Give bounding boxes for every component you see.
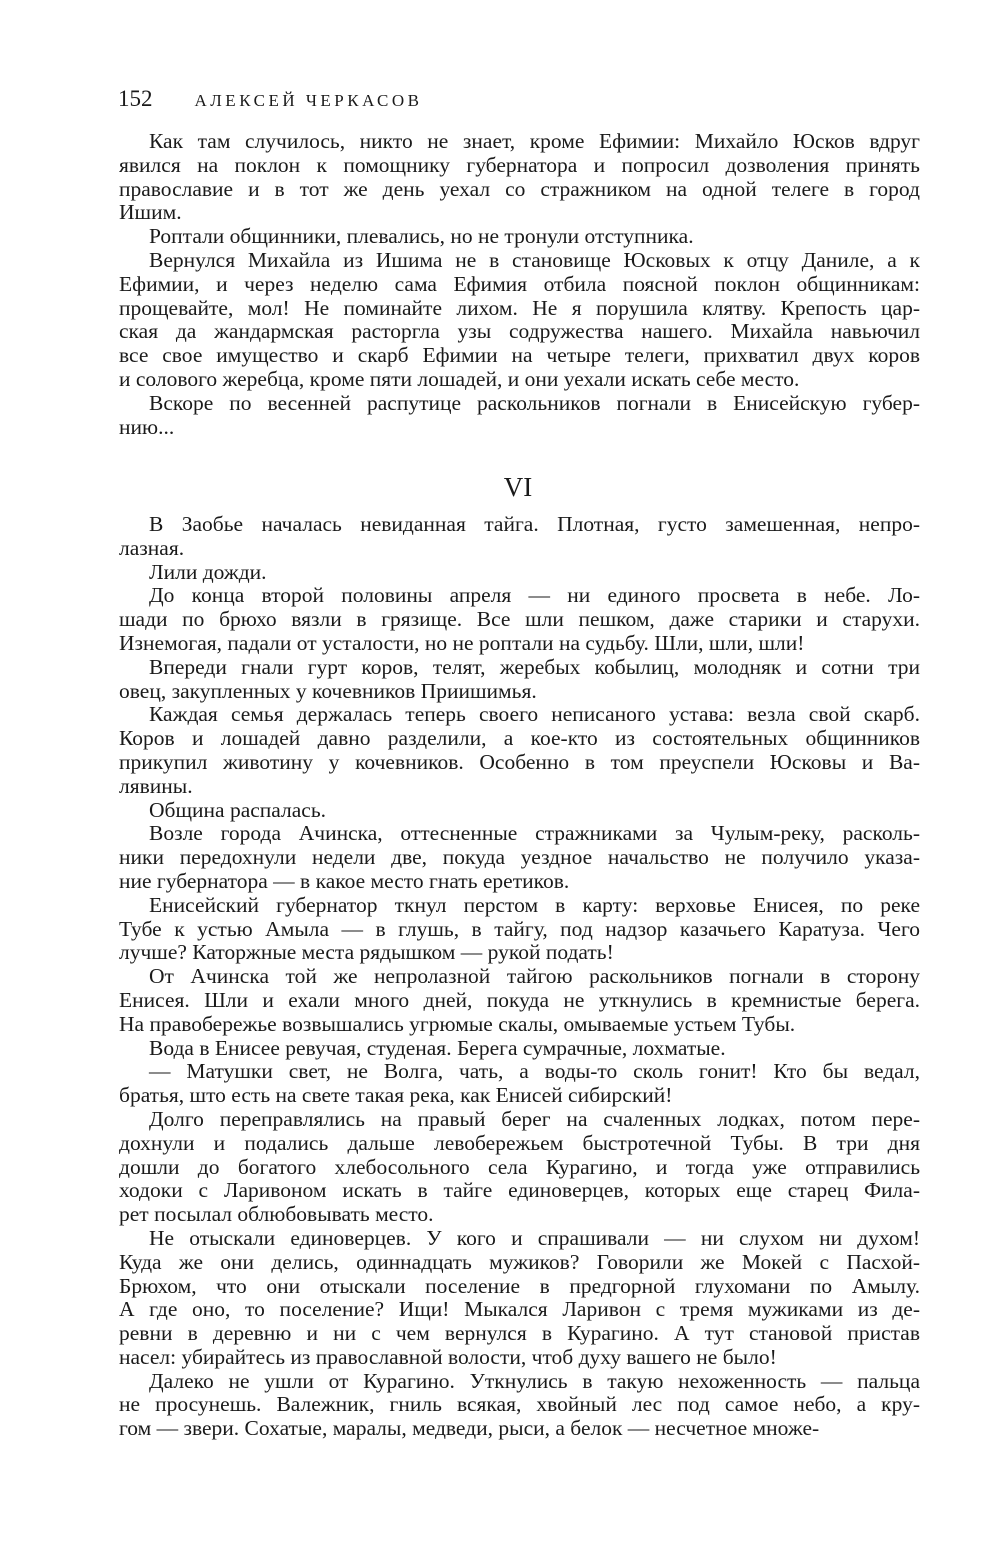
text-line: шади по брюхо вязли в грязище. Все шли пешком, даже старики и старухи.	[119, 607, 920, 632]
text-line: — Матушки свет, не Волга, чать, а воды-то сколь гонит! Кто бы ведал,	[149, 1059, 920, 1084]
text-line: Коров и лошадей давно разделили, а кое-кто из состоятельных общинников	[119, 726, 920, 751]
text-section-2	[119, 513, 920, 1441]
text-line: Каждая семья держалась теперь своего неписаного устава: везла свой скарб.	[149, 702, 920, 727]
paragraph	[119, 1060, 920, 1108]
text-line: Енисейский губернатор ткнул перстом в карту: верховье Енисея, по реке	[149, 892, 920, 917]
text-line: явился на поклон к помощнику губернатора и попросил дозволения принять	[119, 152, 920, 177]
text-line: Ишим.	[119, 200, 182, 225]
text-line: Роптали общинники, плевались, но не тронули отступника.	[149, 224, 694, 249]
paragraph	[119, 1370, 920, 1441]
text-line: До конца второй половины апреля — ни единого просвета в небе. Ло-	[149, 583, 920, 608]
text-line: лявины.	[119, 773, 193, 798]
running-header	[118, 86, 422, 114]
text-line: ходоки с Ларивоном искать в тайге единоверцев, которых еще старец Фила-	[119, 1178, 920, 1203]
text-line: ская да жандармская расторгла узы содружества нашего. Михайла навьючил	[119, 319, 920, 344]
text-line: православие и в тот же день уехал со стражником на одной телеге в город	[119, 176, 920, 201]
text-line: братья, што есть на свете такая река, как Енисей сибирский!	[119, 1083, 673, 1108]
paragraph	[119, 249, 920, 392]
page-number: 152	[118, 86, 153, 111]
text-line: рет посылал облюбовывать место.	[119, 1202, 434, 1227]
text-line: На правобережье возвышались угрюмые скалы, омываемые устьем Тубы.	[119, 1011, 796, 1036]
text-line: прощевайте, мол! Не поминайте лихом. Не я порушила клятву. Крепость цар-	[119, 295, 920, 320]
text-line: дохнули и подались дальше левобережьем быстротечной Тубы. В три дня	[119, 1130, 920, 1155]
text-line: лучше? Каторжные места рядышком — рукой подать!	[119, 940, 614, 965]
text-line: ревни в деревню и ни с чем вернулся в Курагино. А тут становой пристав	[119, 1321, 920, 1346]
text-line: Как там случилось, никто не знает, кроме Ефимии: Михайло Юсков вдруг	[149, 129, 920, 153]
text-line: нию...	[119, 414, 175, 439]
text-line: прикупил животину у кочевников. Особенно в том преуспели Юсковы и Ва-	[119, 749, 920, 774]
text-line: Изнемогая, падали от усталости, но не роптали на судьбу. Шли, шли, шли!	[119, 630, 805, 655]
text-line: насел: убирайтесь из православной волости, чтоб духу вашего не было!	[119, 1344, 777, 1369]
paragraph	[119, 1227, 920, 1370]
text-line: Вскоре по весенней распутице раскольников погнали в Енисейскую губер-	[149, 390, 920, 415]
text-line: Община распалась.	[149, 797, 327, 822]
paragraph	[119, 894, 920, 965]
text-line: От Ачинска той же непролазной тайгою раскольников погнали в сторону	[149, 964, 920, 989]
text-line: Енисея. Шли и ехали много дней, покуда не уткнулись в кремнистые берега.	[119, 987, 920, 1012]
text-line: Ефимии, и через неделю сама Ефимия отбила поясной поклон общинникам:	[119, 271, 920, 296]
text-line: Тубе к устью Амыла — в глушь, в тайгу, под надзор казачьего Каратуза. Чего	[119, 916, 920, 941]
text-line: ние губернатора — в какое место гнать еретиков.	[119, 868, 570, 893]
paragraph	[119, 513, 920, 561]
text-line: Вернулся Михайла из Ишима не в становище Юсковых к отцу Даниле, а к	[149, 247, 920, 272]
text-line: Впереди гнали гурт коров, телят, жеребых кобылиц, молодняк и сотни три	[149, 654, 920, 679]
paragraph	[119, 1037, 920, 1061]
paragraph	[119, 822, 920, 893]
text-line: Лили дожди.	[149, 559, 267, 584]
chapter-heading: VI	[503, 472, 533, 502]
text-line: В Заобье началась невиданная тайга. Плотная, густо замешенная, непро-	[149, 512, 920, 536]
text-line: Далеко не ушли от Курагино. Уткнулись в такую нехоженность — пальца	[149, 1368, 920, 1393]
paragraph	[119, 656, 920, 704]
text-line: дошли до богатого хлебосольного села Курагино, и тогда уже отправились	[119, 1154, 920, 1179]
paragraph	[119, 561, 920, 585]
paragraph	[119, 1108, 920, 1227]
text-section-1	[119, 130, 920, 439]
running-head-author: АЛЕКСЕЙ ЧЕРКАСОВ	[194, 91, 423, 110]
text-line: и солового жеребца, кроме пяти лошадей, и они уехали искать себе место.	[119, 366, 800, 391]
text-line: А где оно, то поселение? Ищи! Мыкался Ларивон с тремя мужиками из де-	[119, 1297, 920, 1322]
text-line: Вода в Енисее ревучая, студеная. Берега сумрачные, лохматые.	[149, 1035, 726, 1060]
paragraph	[119, 703, 920, 798]
text-line: гом — звери. Сохатые, маралы, медведи, рыси, а белок — несчетное множе-	[119, 1416, 820, 1441]
paragraph	[119, 965, 920, 1036]
paragraph	[119, 584, 920, 655]
paragraph	[119, 392, 920, 440]
paragraph	[119, 225, 920, 249]
text-line: Брюхом, что они отыскали поселение в предгорной глухомани по Амылу.	[119, 1273, 920, 1298]
text-line: овец, закупленных у кочевников Приишимья.	[119, 678, 537, 703]
text-line: Не отыскали единоверцев. У кого и спрашивали — ни слухом ни духом!	[149, 1225, 920, 1250]
text-line: ники передохнули недели две, покуда уездное начальство не получило указа-	[119, 845, 920, 870]
text-line: Куда же они делись, одиннадцать мужиков? Говорили же Мокей с Пасхой-	[119, 1249, 920, 1274]
text-line: лазная.	[119, 535, 185, 560]
paragraph	[119, 799, 920, 823]
text-line: Возле города Ачинска, оттесненные стражниками за Чулым-реку, расколь-	[149, 821, 920, 846]
paragraph	[119, 130, 920, 225]
text-line: не просунешь. Валежник, гниль всякая, хвойный лес под самое небо, а кру-	[119, 1392, 920, 1417]
text-line: Долго переправлялись на правый берег на счаленных лодках, потом пере-	[149, 1106, 920, 1131]
text-line: все свое имущество и скарб Ефимии на четыре телеги, прихватил двух коров	[119, 343, 920, 368]
